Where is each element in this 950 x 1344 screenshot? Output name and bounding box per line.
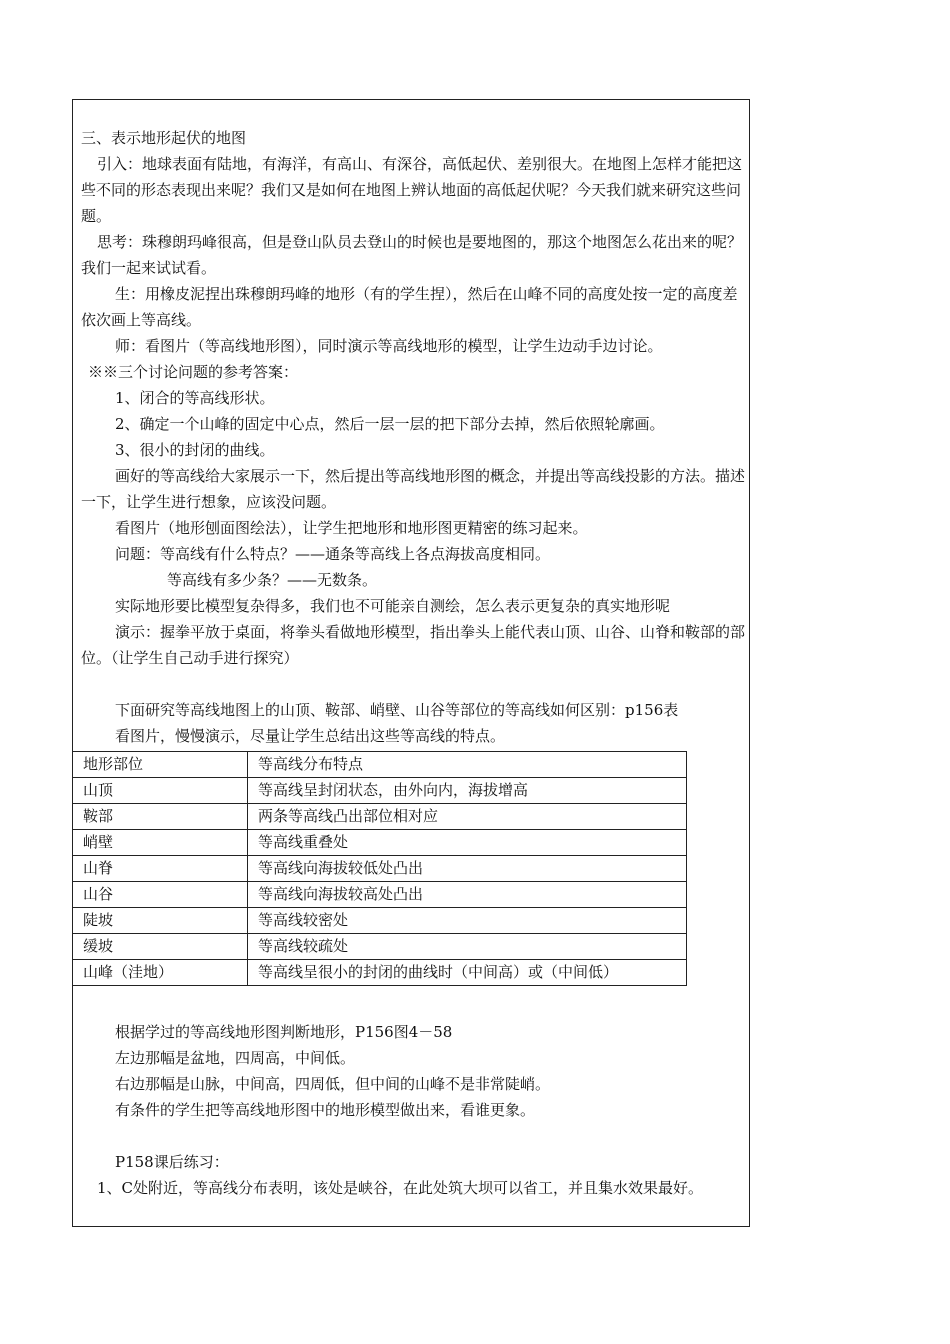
profile-paragraph: 看图片（地形刨面图绘法），让学生把地形和地形图更精密的练习起来。 <box>115 519 588 537</box>
answer-3: 3、很小的封闭的曲线。 <box>115 441 275 459</box>
contour-features-table <box>72 751 687 986</box>
terrain-cell: 峭壁 <box>73 830 248 856</box>
answer-2: 2、确定一个山峰的固定中心点，然后一层一层的把下部分去掉，然后依照轮廓画。 <box>115 415 665 433</box>
table-row <box>73 882 687 908</box>
terrain-cell: 鞍部 <box>73 804 248 830</box>
spacer <box>81 671 745 697</box>
feature-cell: 两条等高线凸出部位相对应 <box>248 804 687 830</box>
answer-1: 1、闭合的等高线形状。 <box>115 389 275 407</box>
section-heading: 三、表示地形起伏的地图 <box>81 129 247 147</box>
intro-paragraph: 引入：地球表面有陆地，有海洋，有高山、有深谷，高低起伏、差别很大。在地图上怎样才能把这些不同的形态表现出来呢？我们又是如何在地图上辨认地面的高低起伏呢？今天我们就来研究这些问题。 <box>81 155 743 225</box>
feature-cell: 等高线向海拔较低处凸出 <box>248 856 687 882</box>
table-row <box>73 778 687 804</box>
terrain-cell: 山峰（洼地） <box>73 960 248 986</box>
thinking-paragraph: 思考：珠穆朗玛峰很高，但是登山队员去登山的时候也是要地图的，那这个地图怎么花出来的呢？我们一起来试试看。 <box>81 233 743 277</box>
table-intro: 下面研究等高线地图上的山顶、鞍部、峭壁、山谷等部位的等高线如何区别：p156表 <box>115 701 679 719</box>
exercise-heading: P158课后练习： <box>115 1153 229 1171</box>
header-feature: 等高线分布特点 <box>248 752 687 778</box>
feature-cell: 等高线向海拔较高处凸出 <box>248 882 687 908</box>
real-terrain-paragraph: 实际地形要比模型复杂得多，我们也不可能亲自测绘，怎么表示更复杂的真实地形呢 <box>115 597 671 615</box>
answers-heading: ※※三个讨论问题的参考答案： <box>88 363 299 381</box>
question-count-paragraph: 等高线有多少条？——无数条。 <box>167 571 378 589</box>
contour-concept-paragraph: 画好的等高线给大家展示一下，然后提出等高线地形图的概念，并提出等高线投影的方法。描述一下，让学生进行想象，应该没问题。 <box>81 467 746 511</box>
after-table-content <box>81 1019 745 1201</box>
student-paragraph: 生：用橡皮泥捏出珠穆朗玛峰的地形（有的学生捏），然后在山峰不同的高度处按一定的高度差依次画上等高线。 <box>81 285 738 329</box>
feature-cell: 等高线较疏处 <box>248 934 687 960</box>
lesson-content <box>81 125 745 749</box>
terrain-cell: 缓坡 <box>73 934 248 960</box>
terrain-cell: 山谷 <box>73 882 248 908</box>
feature-cell: 等高线呈封闭状态，由外向内，海拔增高 <box>248 778 687 804</box>
teacher-paragraph: 师：看图片（等高线地形图），同时演示等高线地形的模型，让学生边动手边讨论。 <box>115 337 663 355</box>
feature-cell: 等高线较密处 <box>248 908 687 934</box>
header-terrain: 地形部位 <box>73 752 248 778</box>
left-figure-paragraph: 左边那幅是盆地，四周高，中间低。 <box>115 1049 356 1067</box>
exercise-answer-1: 1、C处附近，等高线分布表明，该处是峡谷，在此处筑大坝可以省工，并且集水效果最好。 <box>97 1179 704 1197</box>
right-figure-paragraph: 右边那幅是山脉，中间高，四周低，但中间的山峰不是非常陡峭。 <box>115 1075 551 1093</box>
terrain-cell: 山顶 <box>73 778 248 804</box>
table-row <box>73 960 687 986</box>
table-row <box>73 830 687 856</box>
model-paragraph: 有条件的学生把等高线地形图中的地形模型做出来，看谁更象。 <box>115 1101 536 1119</box>
feature-cell: 等高线重叠处 <box>248 830 687 856</box>
table-row <box>73 934 687 960</box>
demo-paragraph: 演示：握拳平放于桌面，将拳头看做地形模型，指出拳头上能代表山顶、山谷、山脊和鞍部的部位。（让学生自己动手进行探究） <box>81 623 746 667</box>
feature-cell: 等高线呈很小的封闭的曲线时（中间高）或（中间低） <box>248 960 687 986</box>
table-row <box>73 856 687 882</box>
judge-terrain-paragraph: 根据学过的等高线地形图判断地形，P156图4－58 <box>115 1023 453 1041</box>
table-header-row <box>73 752 687 778</box>
table-row <box>73 908 687 934</box>
table-row <box>73 804 687 830</box>
question-paragraph: 问题：等高线有什么特点？——通条等高线上各点海拔高度相同。 <box>115 545 551 563</box>
table-intro-sub: 看图片，慢慢演示，尽量让学生总结出这些等高线的特点。 <box>115 727 506 745</box>
terrain-cell: 陡坡 <box>73 908 248 934</box>
terrain-cell: 山脊 <box>73 856 248 882</box>
spacer <box>81 1123 745 1149</box>
